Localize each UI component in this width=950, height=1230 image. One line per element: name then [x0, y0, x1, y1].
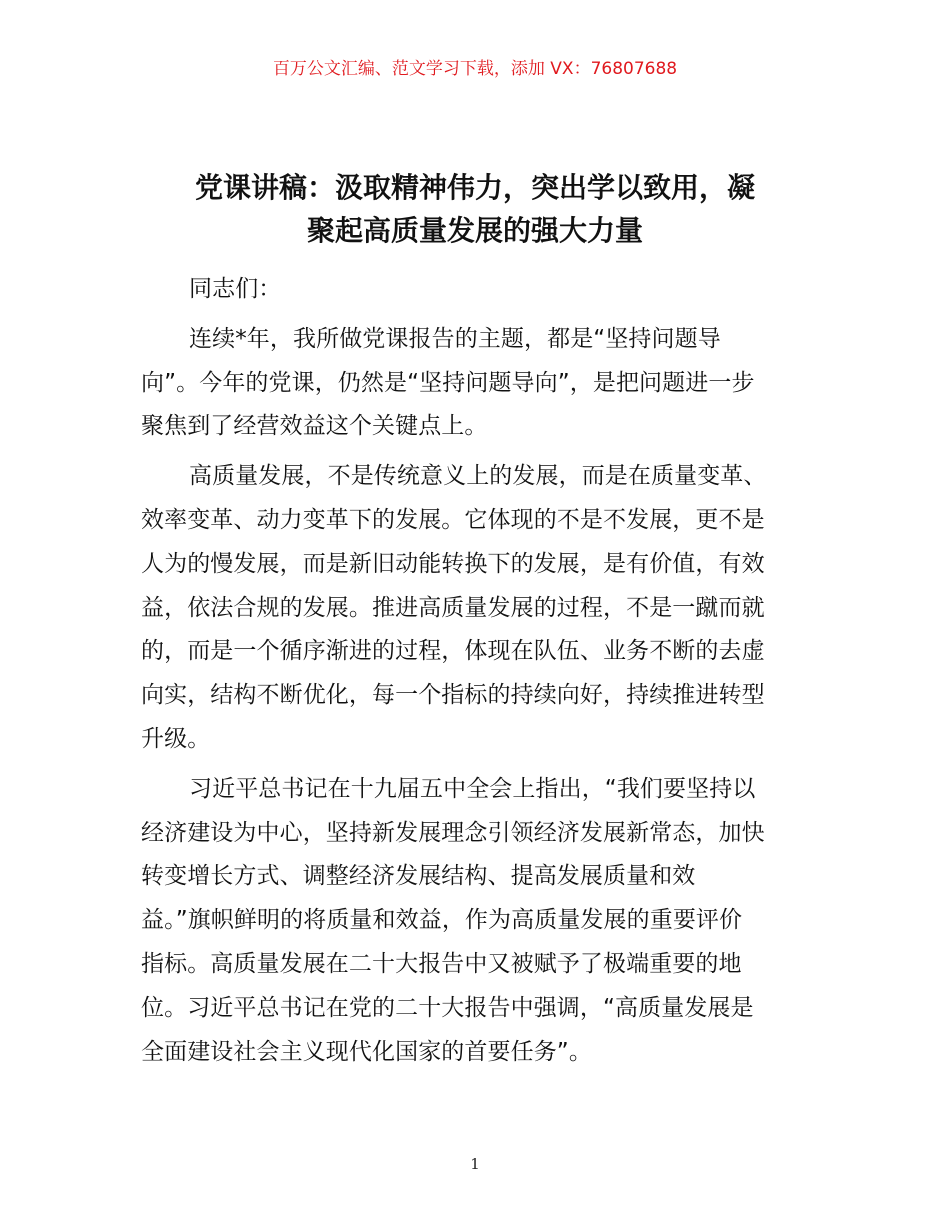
title-line-1: 党课讲稿：汲取精神伟力，突出学以致用，凝 — [194, 171, 755, 204]
paragraph-line: 人为的慢发展，而是新旧动能转换下的发展，是有价值，有效 — [141, 550, 765, 577]
paragraph-line: 连续*年，我所做党课报告的主题，都是“坚持问题导 — [189, 325, 721, 352]
paragraph-line: 经济建设为中心，坚持新发展理念引领经济发展新常态，加快 — [141, 819, 765, 846]
paragraph-line: 转变增长方式、调整经济发展结构、提高发展质量和效 — [141, 863, 696, 890]
paragraph-1 — [141, 318, 811, 449]
paragraph-line: 全面建设社会主义现代化国家的首要任务”。 — [141, 1038, 592, 1065]
title-line-2: 聚起高质量发展的强大力量 — [306, 214, 643, 247]
paragraph-line: 指标。高质量发展在二十大报告中又被赋予了极端重要的地 — [141, 950, 742, 977]
header-banner: 百万公文汇编、范文学习下载，添加 VX：76807688 — [272, 59, 678, 79]
document-title — [140, 166, 810, 252]
paragraph-line: 向实，结构不断优化，每一个指标的持续向好，持续推进转型 — [141, 682, 765, 709]
paragraph-line: 位。习近平总书记在党的二十大报告中强调，“高质量发展是 — [141, 994, 754, 1021]
paragraph-line: 聚焦到了经营效益这个关键点上。 — [141, 413, 488, 440]
paragraph-line: 效率变革、动力变革下的发展。它体现的不是不发展，更不是 — [141, 506, 765, 533]
paragraph-3 — [141, 768, 811, 1075]
paragraph-2 — [141, 455, 811, 762]
paragraph-line: 益，依法合规的发展。推进高质量发展的过程，不是一蹴而就 — [141, 594, 765, 621]
document-body — [141, 268, 811, 1080]
paragraph-salutation — [141, 268, 811, 312]
page-number: 1 — [470, 1155, 480, 1173]
paragraph-line: 益。”旗帜鲜明的将质量和效益，作为高质量发展的重要评价 — [141, 907, 743, 934]
paragraph-line: 升级。 — [141, 725, 211, 752]
paragraph-line: 习近平总书记在十九届五中全会上指出，“我们要坚持以 — [189, 775, 756, 802]
paragraph-line: 同志们： — [189, 276, 282, 302]
paragraph-line: 高质量发展，不是传统意义上的发展，而是在质量变革、 — [189, 463, 767, 490]
paragraph-line: 向”。今年的党课，仍然是“坚持问题导向”，是把问题进一步 — [141, 369, 755, 396]
paragraph-line: 的，而是一个循序渐进的过程，体现在队伍、业务不断的去虚 — [141, 638, 765, 665]
